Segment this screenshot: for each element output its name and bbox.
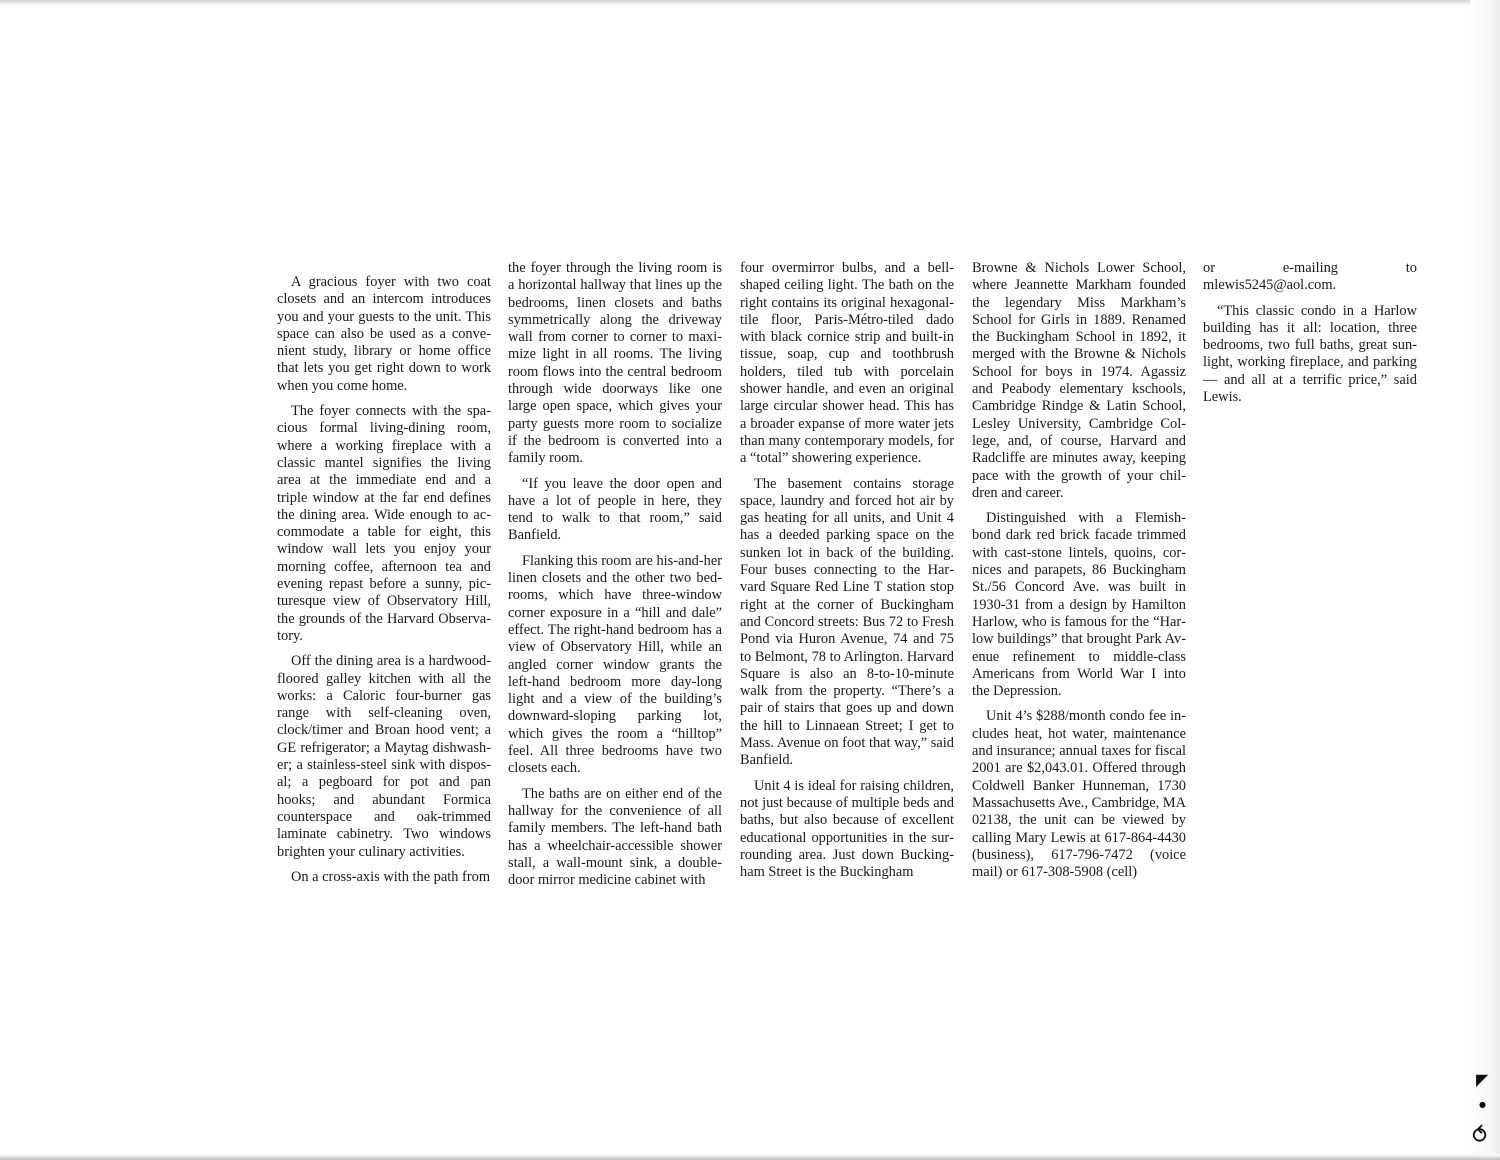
paragraph-kitchen: Off the dining area is a hardwood-floored galley kitchen with all the works: a Caloric four-burner gas range with self-cleaning oven, clock/timer and Broan hood vent; a GE refrigerator; a Maytag dishwasher; a stainless-steel sink with disposal; a pegboard for pot and pan hooks; and abundant Formica counterspace and oak-trimmed laminate cabinetry. Two windows brighten your culinary activities. (277, 653, 491, 860)
article-column-3 (740, 260, 954, 889)
paragraph-schools-continued: Browne & Nichols Lower School, where Jeannette Markham founded the legendary Miss Markham’s School for Girls in 1889. Renamed the Buckingham School in 1892, it merged with the Browne & Nichols School for boys in 1974. Agassiz and Peabody elementary kschools, Cambridge Rindge & Latin School, Lesley University, Cambridge College, and, of course, Harvard and Radcliffe are minutes away, keeping pace with the growth of your children and career. (972, 260, 1186, 501)
edge-curl-icon: ⥀ (1472, 1124, 1488, 1149)
scan-edge-bottom (0, 1154, 1500, 1160)
paragraph-hallway-continued: the foyer through the living room is a horizontal hallway that lines up the bedrooms, linen closets and baths symmetrically along the driveway wall from corner to corner to maximize light in all rooms. The living room flows into the central bedroom through wide doorways like one large open space, which gives your party guests more room to socialize if the bedroom is converted into a family room. (508, 260, 722, 467)
article-column-4 (972, 260, 1186, 889)
scan-edge-top (0, 0, 1500, 6)
paragraph-closing-quote: “This classic condo in a Harlow building has it all: location, three bedrooms, two full baths, great sunlight, working fireplace, and parking — and all at a terrific price,” said Lewis. (1203, 302, 1417, 406)
paragraph-fees-contact: Unit 4’s $288/month condo fee includes heat, hot water, maintenance and insurance; annual taxes for fiscal 2001 are $2,043.01. Offered through Coldwell Banker Hunneman, 1730 Massachusetts Ave., Cambridge, MA 02138, the unit can be viewed by calling Mary Lewis at 617-864-4430 (business), 617-796-7472 (voice mail) or 617-308-5908 (cell) (972, 708, 1186, 881)
paragraph-bath-continued: four overmirror bulbs, and a bell-shaped ceiling light. The bath on the right contains its original hexagonal-tile floor, Paris-Métro-tiled dado with black cornice strip and built-in tissue, soap, cup and toothbrush holders, tiled tub with porcelain shower handle, and even an original large circular shower head. This has a broader expanse of more water jets than many contemporary models, for a “total” showering experience. (740, 260, 954, 467)
edge-arrow-icon: ◤ (1476, 1070, 1489, 1089)
paragraph-foyer: A gracious foyer with two coat closets and an intercom introduces you and your guests to the unit. This space can also be used as a convenient study, library or home office that lets you get right down to work when you come home. (277, 274, 491, 394)
edge-dot-icon: ● (1479, 1100, 1486, 1109)
article-column-1 (277, 274, 491, 894)
paragraph-living-dining: The foyer connects with the spacious formal living-dining room, where a working fireplace with a classic mantel signifies the living area at the immediate end and a triple window at the far end defines the dining area. Wide enough to accommodate a table for eight, this window wall lets you enjoy your morning coffee, afternoon tea and evening repast before a sunny, picturesque view of Observatory Hill, the grounds of the Harvard Observatory. (277, 403, 491, 644)
scan-edge-right (1470, 0, 1500, 1160)
paragraph-schools: Unit 4 is ideal for raising children, not just because of multiple beds and baths, but also because of excellent educational opportunities in the surrounding area. Just down Buckingham Street is the Buckingham (740, 777, 954, 881)
paragraph-email-continued: or e-mailing to mlewis5245@aol.com. (1203, 260, 1417, 294)
paragraph-baths: The baths are on either end of the hallway for the convenience of all family members. The left-hand bath has a wheelchair-accessible shower stall, a wall-mount sink, a double-door mirror medicine cabinet with (508, 785, 722, 889)
paragraph-basement-transit: The basement contains storage space, laundry and forced hot air by gas heating for all units, and Unit 4 has a deeded parking space on the sunken lot in back of the building. Four buses connecting to the Harvard Square Red Line T station stop right at the corner of Buckingham and Concord streets: Bus 72 to Fresh Pond via Huron Avenue, 74 and 75 to Belmont, 78 to Arlington. Harvard Square is also an 8-to-10-minute walk from the property. “There’s a pair of stairs that goes up and down the hill to Linnaean Street; I get to Mass. Avenue on foot that way,” said Banfield. (740, 475, 954, 769)
paragraph-building-history: Distinguished with a Flemish-bond dark red brick facade trimmed with cast-stone lintels, quoins, cornices and parapets, 86 Buckingham St./56 Concord Ave. was built in 1930-31 from a design by Hamilton Harlow, who is famous for the “Harlow buildings” that brought Park Avenue refinement to middle-class Americans from World War I into the Depression. (972, 510, 1186, 700)
paragraph-quote-banfield: “If you leave the door open and have a lot of people in here, they tend to walk to that room,” said Banfield. (508, 475, 722, 544)
paragraph-cross-axis: On a cross-axis with the path from (291, 868, 491, 885)
article-column-2 (508, 260, 722, 897)
article-column-5 (1203, 260, 1417, 414)
paragraph-bedrooms: Flanking this room are his-and-her linen closets and the other two bedrooms, which have three-window corner exposure in a “hill and dale” effect. The right-hand bedroom has a view of Observatory Hill, while an angled corner window grants the left-hand bedroom more day-long light and a view of the building’s downward-sloping parking lot, which gives the room a “hilltop” feel. All three bedrooms have two closets each. (508, 552, 722, 777)
